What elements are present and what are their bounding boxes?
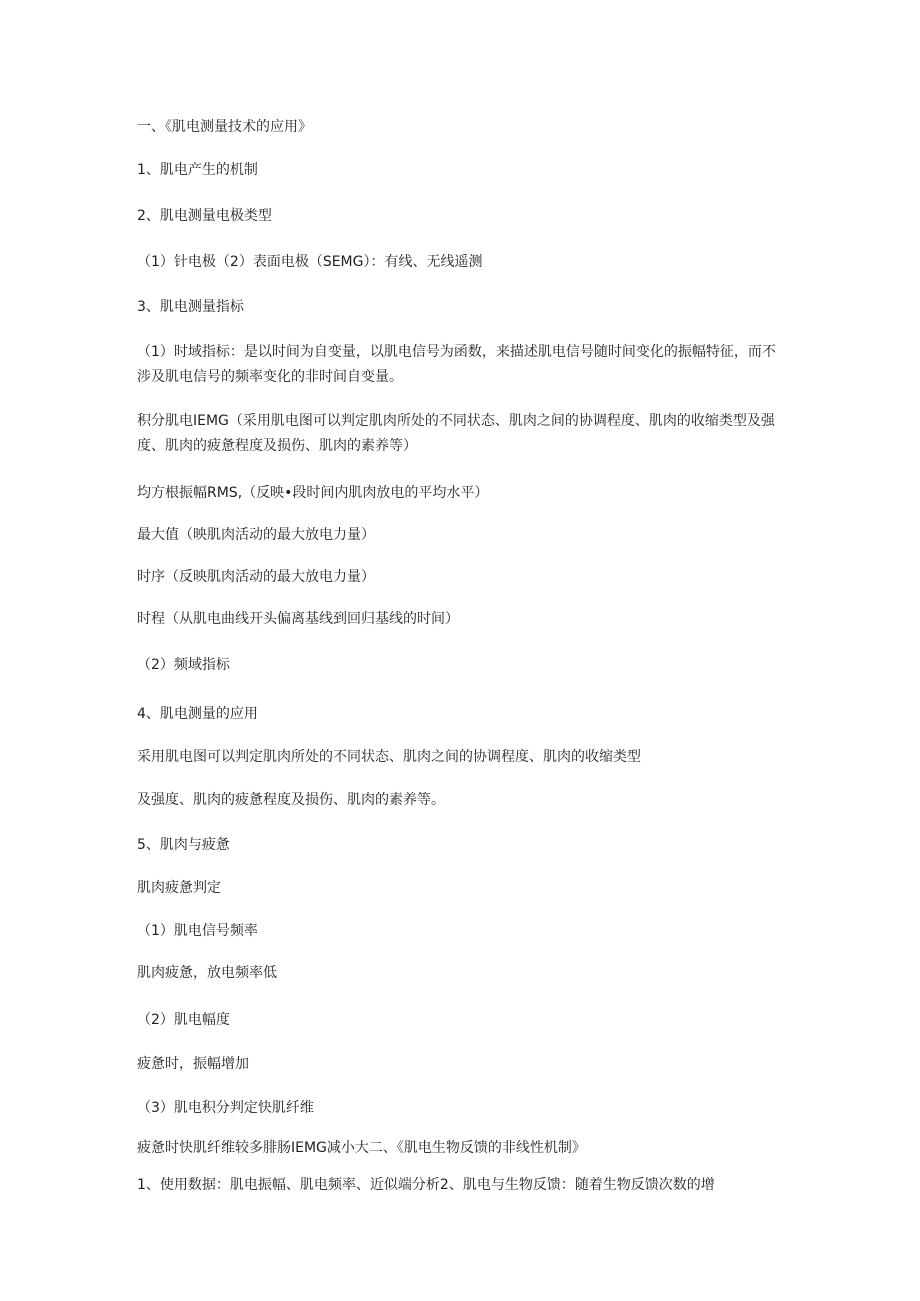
duration-text: 时程（从肌电曲线开头偏离基线到回归基线的时间） (137, 611, 459, 627)
fatigue-judgement-text: 肌肉疲惫判定 (137, 880, 221, 896)
data-usage-text: 1、使用数据：肌电振幅、肌电频率、近似端分析2、肌电与生物反馈：随着生物反馈次数的增 (137, 1177, 715, 1193)
section-heading-1: 一、《肌电测量技术的应用》 (137, 119, 312, 135)
fast-fiber-text: 疲惫时快肌纤维较多腓肠IEMG减小大二、《肌电生物反馈的非线性机制》 (137, 1140, 586, 1156)
fatigue-amplitude-text: 疲惫时，振幅增加 (137, 1056, 249, 1072)
fatigue-frequency-text: 肌肉疲惫，放电频率低 (137, 965, 277, 981)
application-text-line-1: 采用肌电图可以判定肌肉所处的不同状态、肌肉之间的协调程度、肌肉的收缩类型 (137, 749, 641, 765)
subheading-emg-mechanism: 1、肌电产生的机制 (137, 162, 258, 178)
subheading-electrode-types: 2、肌电测量电极类型 (137, 208, 272, 224)
electrode-types-text: （1）针电极（2）表面电极（SEMG）：有线、无线遥测 (137, 254, 483, 270)
frequency-domain-text: （2）频域指标 (137, 657, 230, 673)
timing-text: 时序（反映肌肉活动的最大放电力量） (137, 569, 375, 585)
subheading-measurement-indicators: 3、肌电测量指标 (137, 299, 244, 315)
subheading-emg-application: 4、肌电测量的应用 (137, 706, 258, 722)
rms-text: 均方根振幅RMS,（反映•段时间内肌肉放电的平均水平） (137, 485, 489, 501)
time-domain-paragraph: （1）时域指标：是以时间为自变量，以肌电信号为函数，来描述肌电信号随时间变化的振幅特征，而不涉及肌电信号的频率变化的非时间自变量。 (137, 344, 776, 385)
iemg-paragraph: 积分肌电IEMG（采用肌电图可以判定肌肉所处的不同状态、肌肉之间的协调程度、肌肉的收缩类型及强度、肌肉的疲惫程度及损伤、肌肉的素养等） (137, 413, 775, 454)
application-text-line-2: 及强度、肌肉的疲惫程度及损伤、肌肉的素养等。 (137, 792, 445, 808)
subheading-muscle-fatigue: 5、肌肉与疲惫 (137, 837, 230, 853)
emg-integral-item: （3）肌电积分判定快肌纤维 (137, 1100, 314, 1116)
emg-amplitude-item: （2）肌电幅度 (137, 1012, 230, 1028)
emg-frequency-item: （1）肌电信号频率 (137, 923, 258, 939)
max-value-text: 最大值（映肌肉活动的最大放电力量） (137, 527, 375, 543)
